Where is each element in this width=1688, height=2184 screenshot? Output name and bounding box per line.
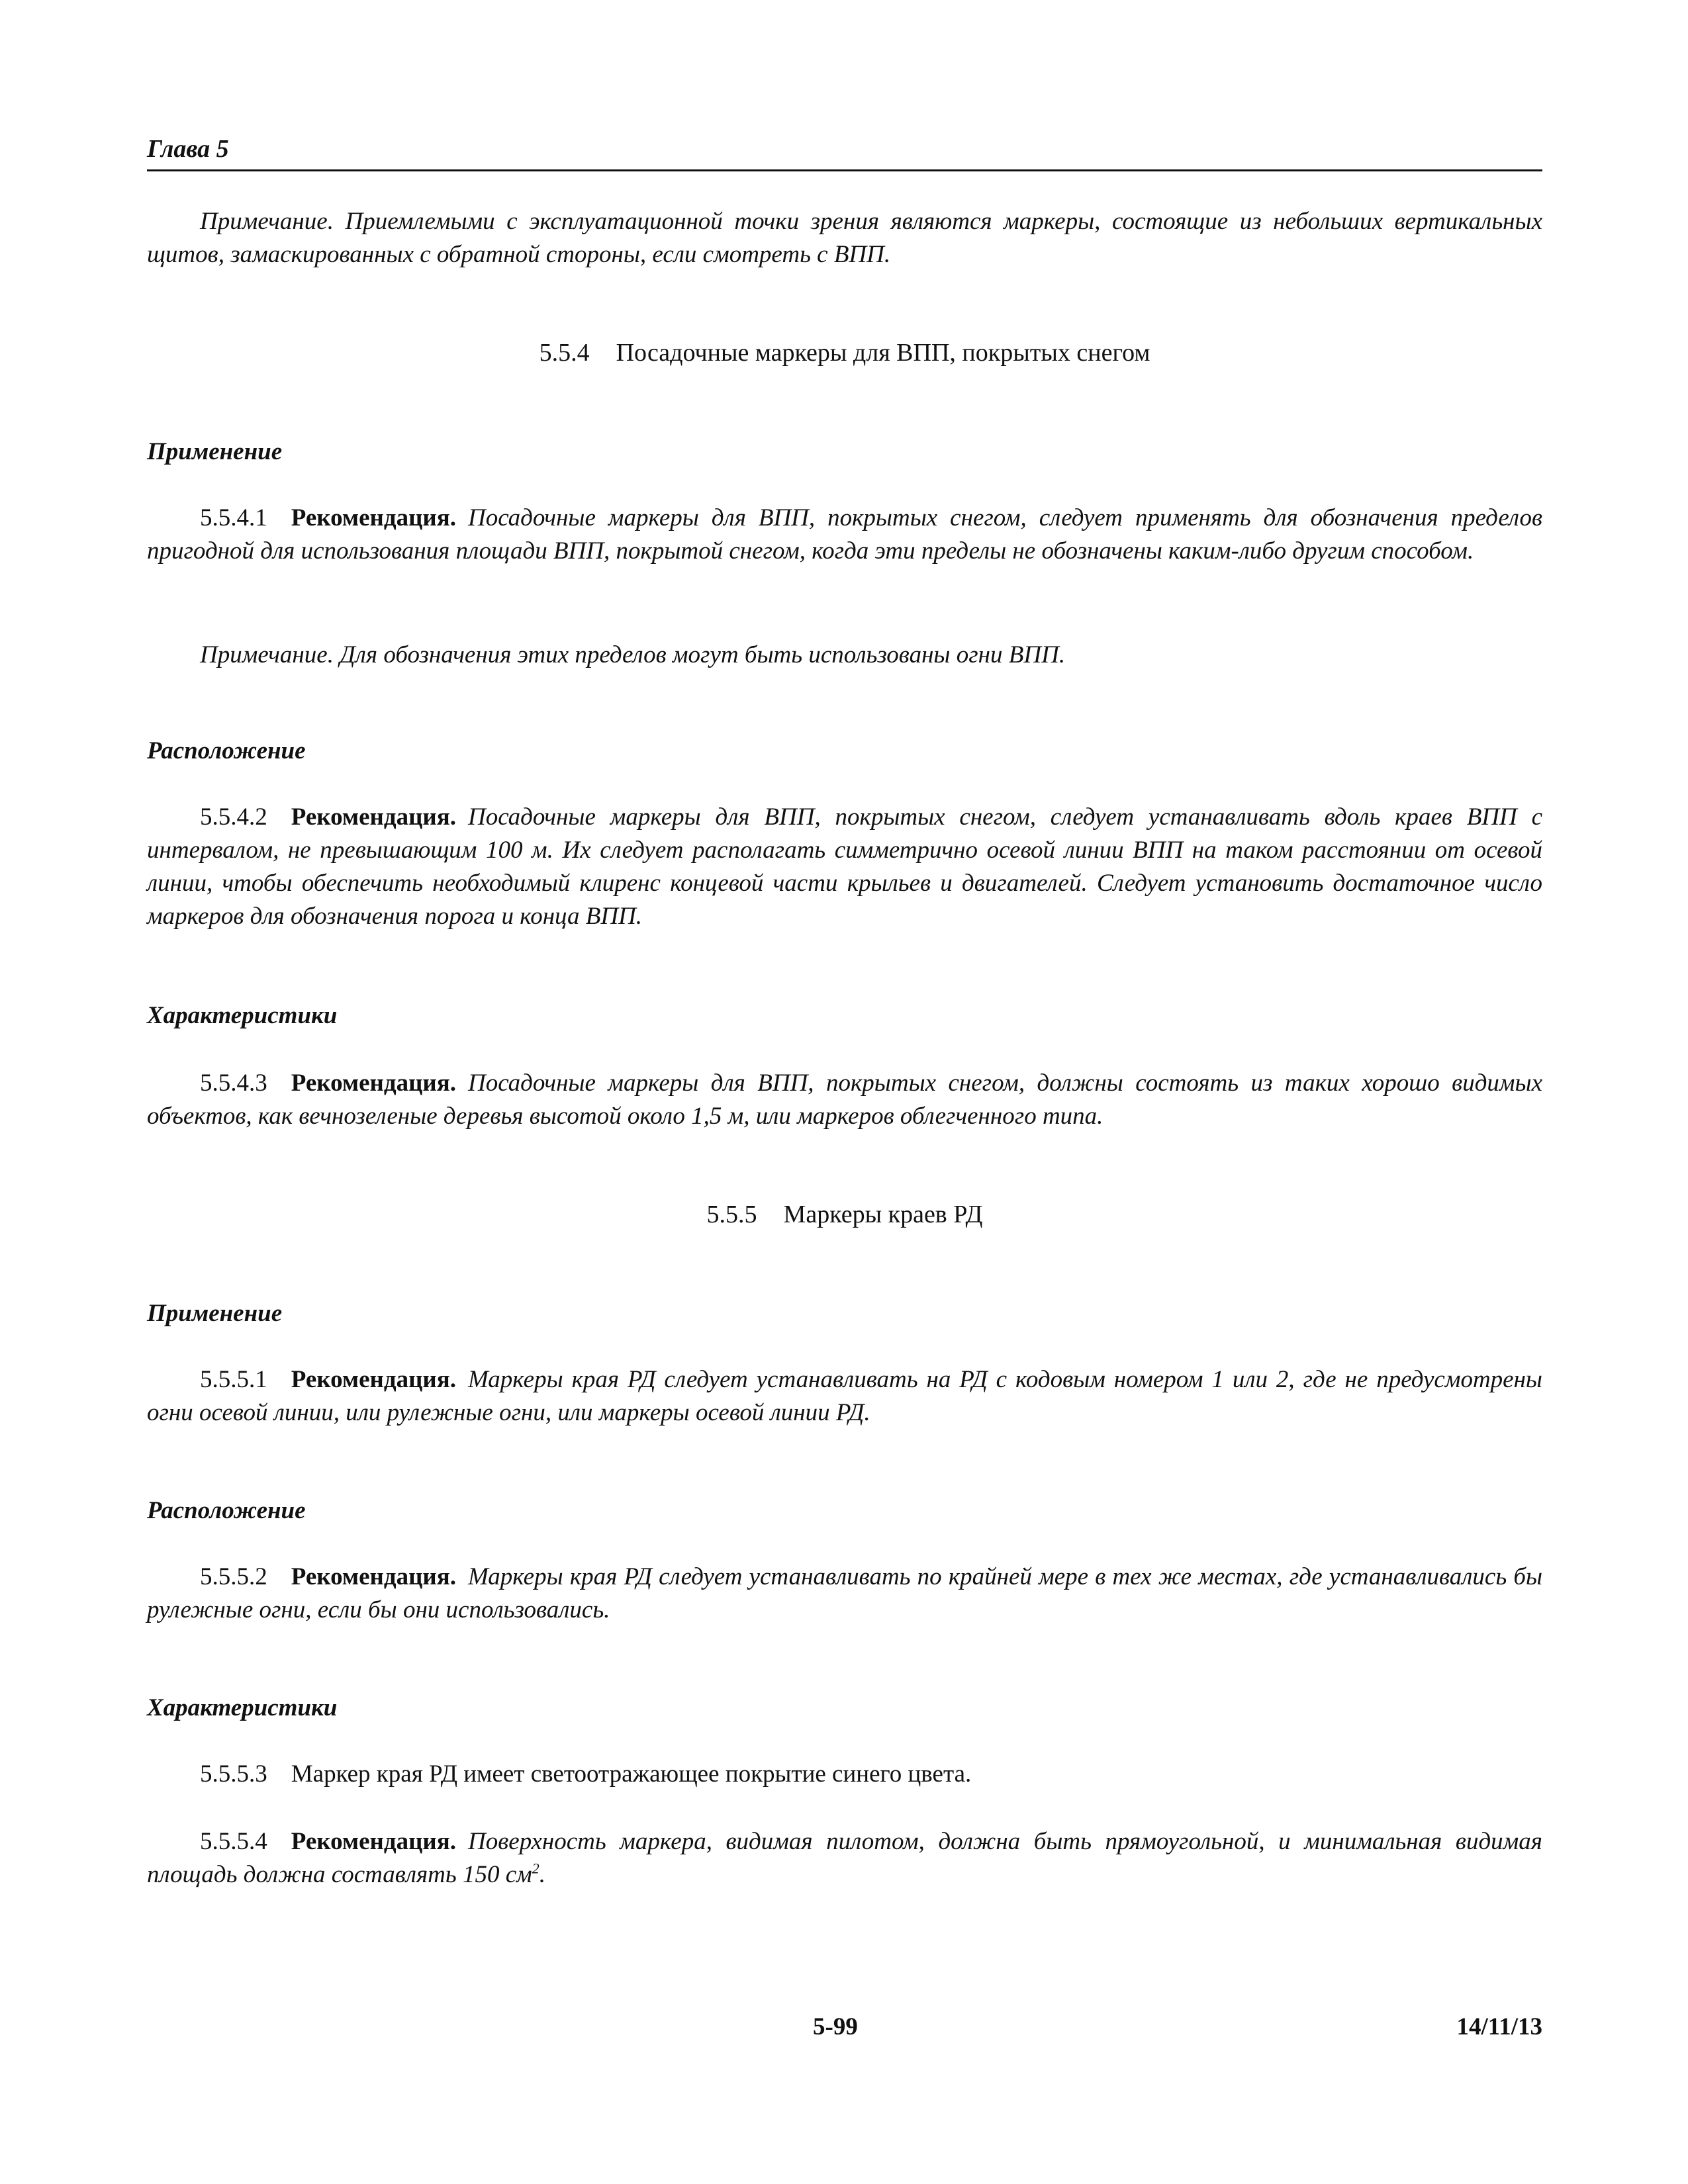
- note-5541: Примечание. Для обозначения этих пределов могут быть использованы огни ВПП.: [200, 641, 1066, 668]
- paragraph-text: Маркеры края РД следует устанавливать по крайней мере в тех же местах, где устанавливались бы рулежные огни, если бы они использовались.: [147, 1563, 1542, 1623]
- paragraph-number: 5.5.4.1: [200, 504, 267, 531]
- paragraph-text: Посадочные маркеры для ВПП, покрытых снегом, следует применять для обозначения пределов пригодной для использования площади ВПП, покрытой снегом, когда эти пределы не обозначены каким-либо другим способом.: [147, 504, 1542, 565]
- recommendation-label: Рекомендация.: [291, 504, 456, 531]
- subheading-application: Применение: [147, 1300, 283, 1327]
- recommendation-label: Рекомендация.: [291, 803, 456, 831]
- subheading-location: Расположение: [147, 1497, 306, 1524]
- paragraph-5542: [147, 801, 1542, 933]
- section-title-text: Маркеры краев РД: [783, 1201, 983, 1228]
- paragraph-number: 5.5.5.4: [200, 1828, 267, 1855]
- header-rule: [147, 169, 1542, 171]
- section-title-text: Посадочные маркеры для ВПП, покрытых снегом: [616, 339, 1150, 367]
- paragraph-5552: [147, 1561, 1542, 1627]
- section-number: 5.5.5: [706, 1201, 757, 1228]
- page-header: [147, 132, 1542, 171]
- paragraph-5554: [147, 1825, 1542, 1891]
- recommendation-label: Рекомендация.: [291, 1828, 456, 1855]
- paragraph-5551: [147, 1363, 1542, 1430]
- paragraph-text: Поверхность маркера, видимая пилотом, должна быть прямоугольной, и минимальная видимая площадь должна составлять 150 см: [147, 1828, 1542, 1888]
- paragraph-text: Посадочные маркеры для ВПП, покрытых снегом, должны состоять из таких хорошо видимых объектов, как вечнозеленые деревья высотой около 1,5 м, или маркеров облегченного типа.: [147, 1069, 1542, 1130]
- superscript: 2: [532, 1860, 539, 1877]
- page-number: 5-99: [813, 2013, 858, 2040]
- paragraph-text: Маркер края РД имеет светоотражающее покрытие синего цвета.: [291, 1760, 972, 1788]
- recommendation-label: Рекомендация.: [291, 1069, 456, 1097]
- subheading-application: Применение: [147, 438, 283, 465]
- note-top: Примечание. Приемлемыми с эксплуатационной точки зрения являются маркеры, состоящие из небольших вертикальных щитов, замаскированных с обратной стороны, если смотреть с ВПП.: [147, 208, 1542, 268]
- paragraph-5541: [147, 502, 1542, 568]
- paragraph-number: 5.5.5.1: [200, 1366, 267, 1393]
- subheading-characteristics: Характеристики: [147, 1694, 338, 1721]
- subheading-characteristics: Характеристики: [147, 1002, 338, 1029]
- paragraph-number: 5.5.5.3: [200, 1760, 267, 1788]
- subheading-location: Расположение: [147, 737, 306, 764]
- section-number: 5.5.4: [539, 339, 590, 367]
- recommendation-label: Рекомендация.: [291, 1563, 456, 1590]
- paragraph-text: Маркеры края РД следует устанавливать на РД с кодовым номером 1 или 2, где не предусмотрены огни осевой линии, или рулежные огни, или маркеры осевой линии РД.: [147, 1366, 1542, 1426]
- paragraph-number: 5.5.4.3: [200, 1069, 267, 1097]
- paragraph-number: 5.5.5.2: [200, 1563, 267, 1590]
- paragraph-text: Посадочные маркеры для ВПП, покрытых снегом, следует устанавливать вдоль краев ВПП с интервалом, не превышающим 100 м. Их следует располагать симметрично осевой линии ВПП на таком расстоянии от осевой линии, чтобы обеспечить необходимый клиренс концевой части крыльев и двигателей. Следует установить достаточное число маркеров для обозначения порога и конца ВПП.: [147, 803, 1542, 930]
- section-title-555: [147, 1198, 1542, 1231]
- paragraph-5553: [147, 1758, 1542, 1791]
- section-title-554: [147, 336, 1542, 369]
- paragraph-end: .: [539, 1861, 546, 1888]
- paragraph-number: 5.5.4.2: [200, 803, 267, 831]
- paragraph-5543: [147, 1067, 1542, 1133]
- recommendation-label: Рекомендация.: [291, 1366, 456, 1393]
- chapter-title: Глава 5: [147, 135, 229, 163]
- revision-date: 14/11/13: [1456, 2013, 1542, 2040]
